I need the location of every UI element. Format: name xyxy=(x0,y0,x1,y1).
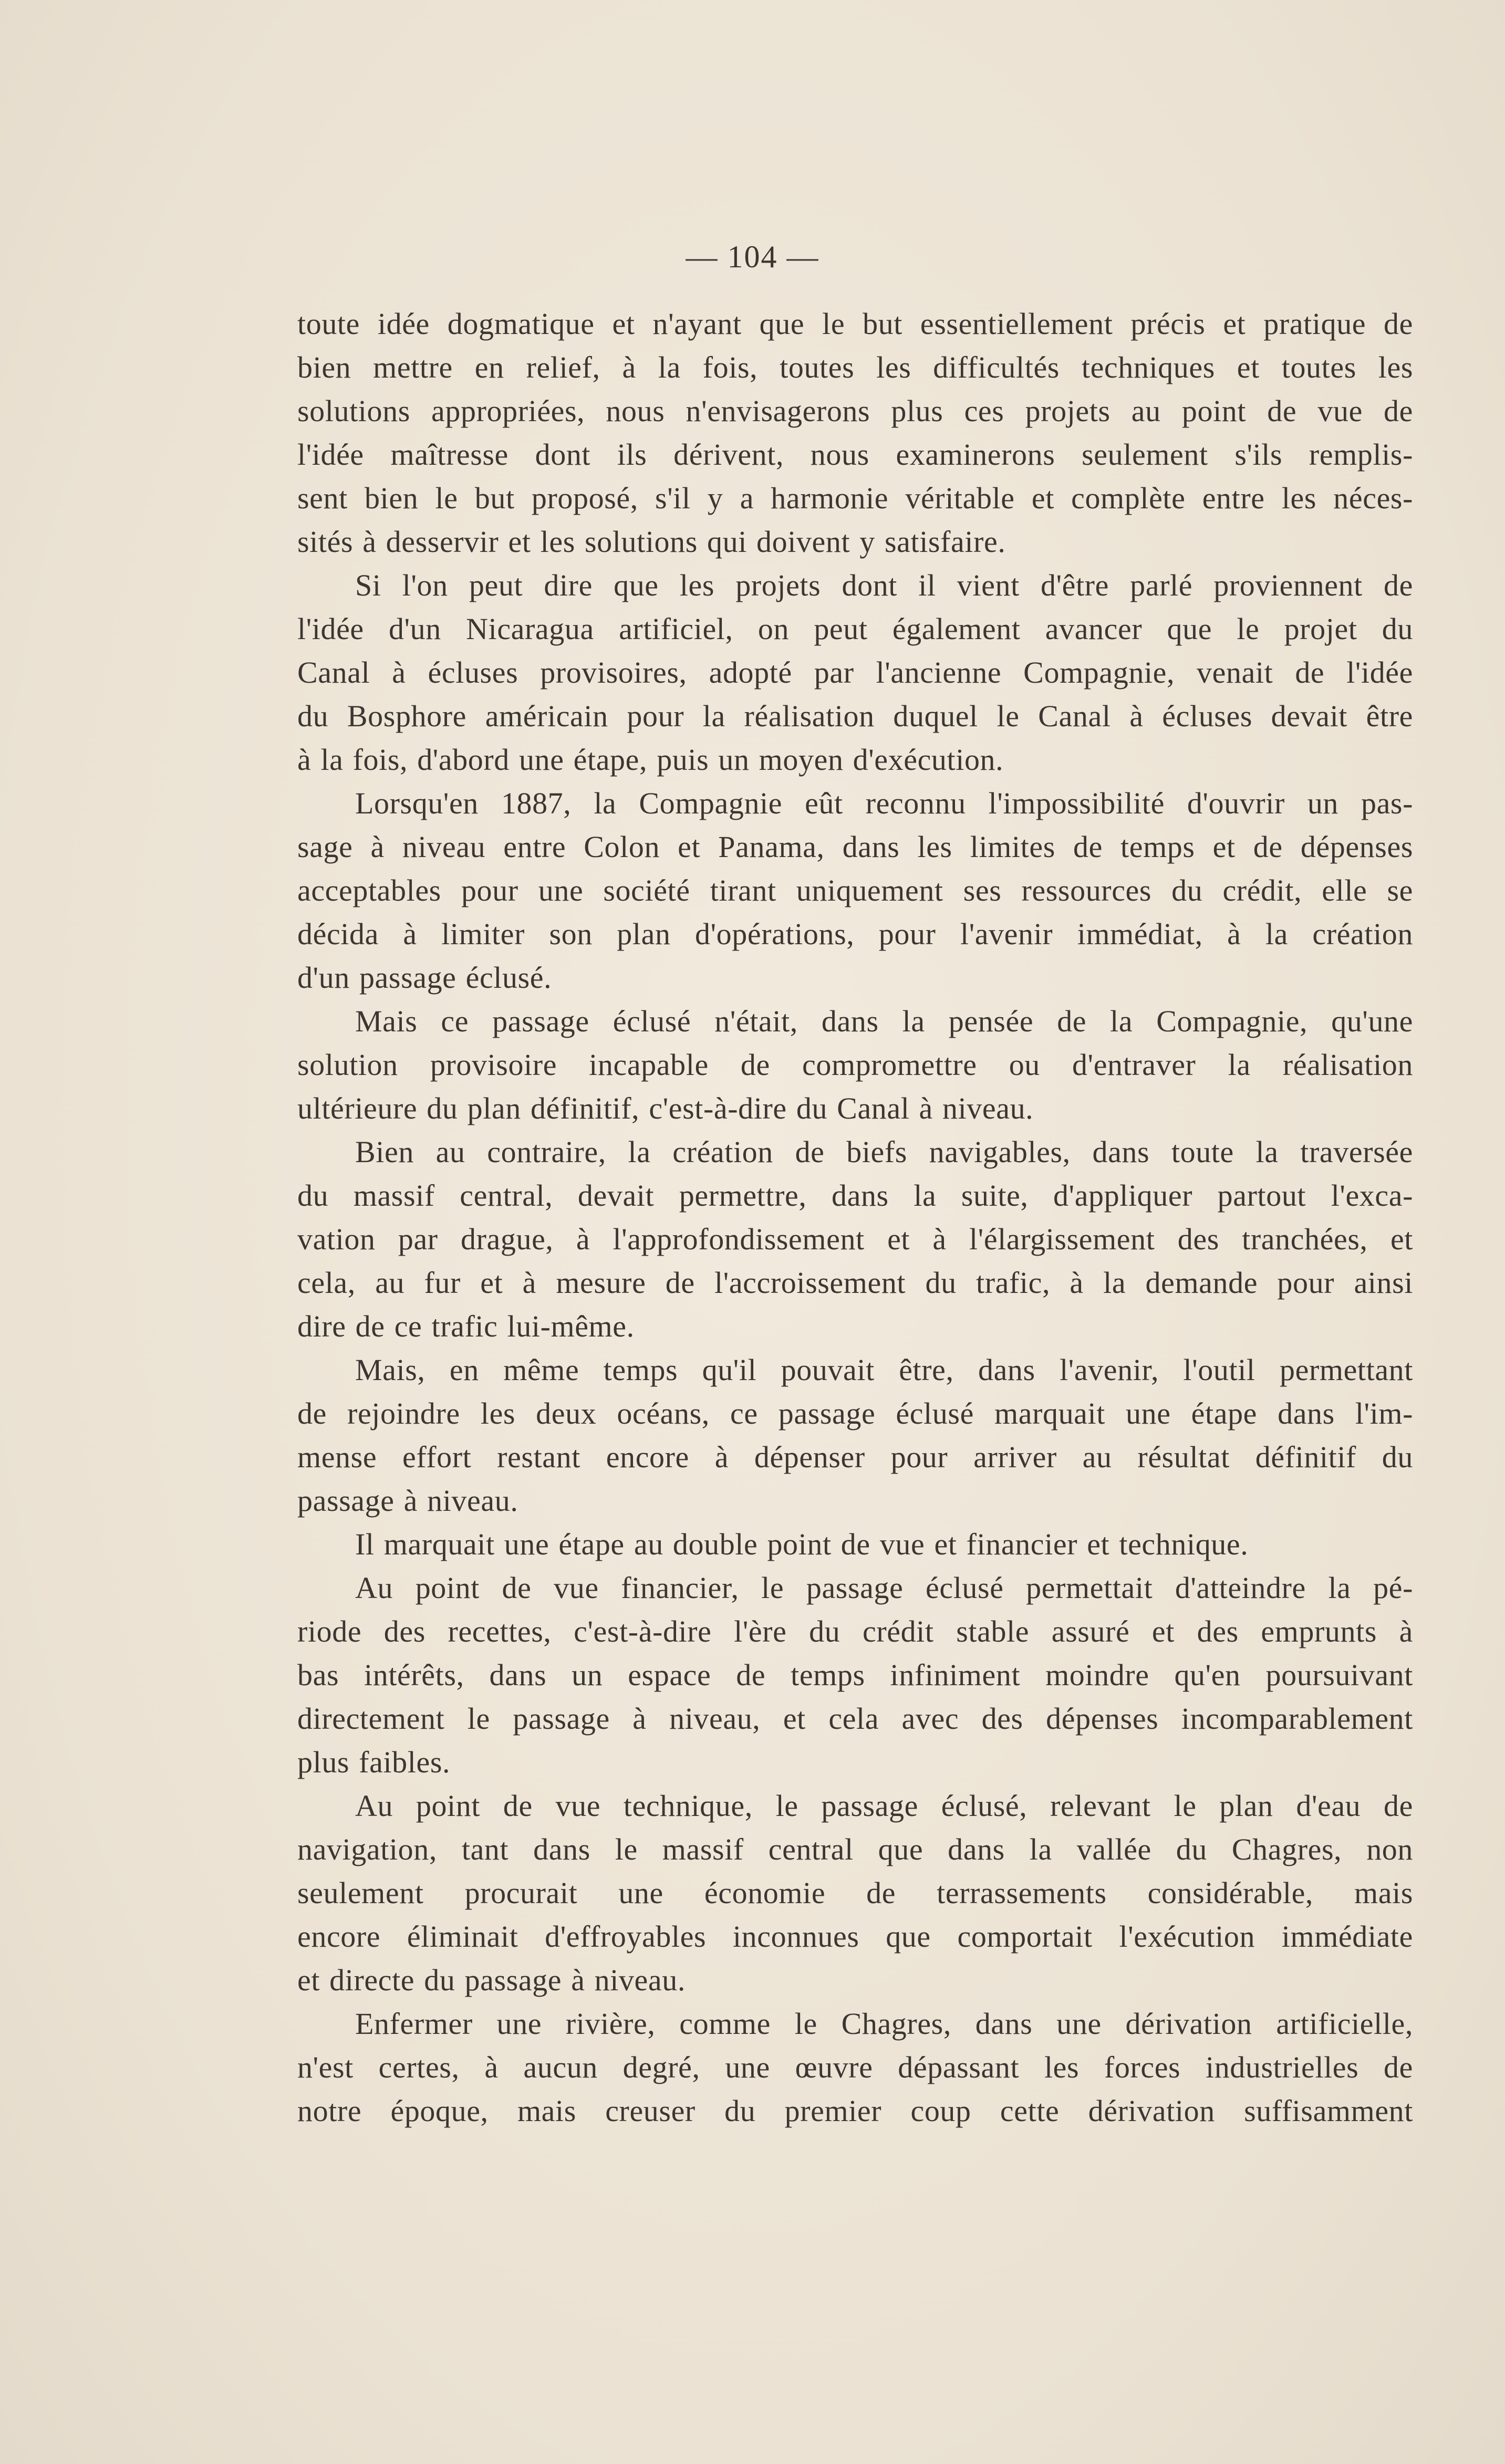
text-line: Au point de vue technique, le passage éclusé, relevant le plan d'eau de xyxy=(355,1789,1413,1823)
text-line: Mais ce passage éclusé n'était, dans la pensée de la Compagnie, qu'une xyxy=(355,1004,1413,1038)
text-line: décida à limiter son plan d'opérations, pour l'avenir immédiat, à la création xyxy=(297,917,1413,951)
text-line: Enfermer une rivière, comme le Chagres, dans une dérivation artificielle, xyxy=(355,2007,1413,2041)
text-line: Il marquait une étape au double point de vue et financier et technique. xyxy=(355,1527,1249,1561)
text-line: Lorsqu'en 1887, la Compagnie eût reconnu l'impossibilité d'ouvrir un pas- xyxy=(355,786,1413,820)
text-line: notre époque, mais creuser du premier coup cette dérivation suffisamment xyxy=(297,2094,1413,2128)
text-line: vation par drague, à l'approfondissement et à l'élargissement des tranchées, et xyxy=(297,1222,1413,1256)
text-line: directement le passage à niveau, et cela avec des dépenses incomparablement xyxy=(297,1701,1413,1736)
text-line: Au point de vue financier, le passage éclusé permettait d'atteindre la pé- xyxy=(355,1571,1413,1605)
text-line: n'est certes, à aucun degré, une œuvre dépassant les forces industrielles de xyxy=(297,2050,1413,2084)
paragraph xyxy=(297,1130,1413,1348)
text-line: bien mettre en relief, à la fois, toutes les difficultés techniques et toutes les xyxy=(297,350,1413,384)
text-line: solution provisoire incapable de compromettre ou d'entraver la réalisation xyxy=(297,1048,1413,1082)
text-line: mense effort restant encore à dépenser pour arriver au résultat définitif du xyxy=(297,1440,1413,1474)
text-line: Bien au contraire, la création de biefs navigables, dans toute la traversée xyxy=(355,1135,1413,1169)
paragraph xyxy=(297,2002,1413,2133)
paragraph xyxy=(297,1566,1413,1784)
page-number: — 104 — xyxy=(686,239,819,274)
text-line: acceptables pour une société tirant uniquement ses ressources du crédit, elle se xyxy=(297,873,1413,907)
text-line: sent bien le but proposé, s'il y a harmonie véritable et complète entre les néces- xyxy=(297,481,1413,515)
text-line: riode des recettes, c'est-à-dire l'ère du crédit stable assuré et des emprunts à xyxy=(297,1614,1413,1648)
paragraph xyxy=(297,563,1413,781)
text-line: du massif central, devait permettre, dans la suite, d'appliquer partout l'exca- xyxy=(297,1178,1413,1213)
text-line: ultérieure du plan définitif, c'est-à-dire du Canal à niveau. xyxy=(297,1091,1034,1125)
text-line: passage à niveau. xyxy=(297,1484,518,1518)
text-line: du Bosphore américain pour la réalisation duquel le Canal à écluses devait être xyxy=(297,699,1413,733)
text-line: à la fois, d'abord une étape, puis un moyen d'exécution. xyxy=(297,743,1004,777)
text-line: sage à niveau entre Colon et Panama, dans les limites de temps et de dépenses xyxy=(297,830,1413,864)
paragraph xyxy=(297,1348,1413,1522)
text-line: et directe du passage à niveau. xyxy=(297,1963,686,1997)
paragraph xyxy=(297,1522,1413,1566)
text-line: encore éliminait d'effroyables inconnues que comportait l'exécution immédiate xyxy=(297,1919,1413,1954)
text-line: de rejoindre les deux océans, ce passage éclusé marquait une étape dans l'im- xyxy=(297,1396,1413,1431)
paragraph xyxy=(297,1784,1413,2002)
text-line: navigation, tant dans le massif central que dans la vallée du Chagres, non xyxy=(297,1832,1413,1866)
text-line: dire de ce trafic lui-même. xyxy=(297,1309,635,1343)
paragraph xyxy=(297,302,1413,563)
text-line: l'idée maîtresse dont ils dérivent, nous examinerons seulement s'ils remplis- xyxy=(297,437,1413,472)
paragraph xyxy=(297,781,1413,999)
text-line: seulement procurait une économie de terrassements considérable, mais xyxy=(297,1876,1413,1910)
text-line: sités à desservir et les solutions qui doivent y satisfaire. xyxy=(297,525,1006,559)
text-line: Canal à écluses provisoires, adopté par l'ancienne Compagnie, venait de l'idée xyxy=(297,655,1413,690)
text-line: Mais, en même temps qu'il pouvait être, dans l'avenir, l'outil permettant xyxy=(355,1353,1413,1387)
text-line: cela, au fur et à mesure de l'accroissement du trafic, à la demande pour ainsi xyxy=(297,1266,1413,1300)
text-line: plus faibles. xyxy=(297,1745,451,1779)
text-line: solutions appropriées, nous n'envisagerons plus ces projets au point de vue de xyxy=(297,394,1413,428)
text-line: l'idée d'un Nicaragua artificiel, on peut également avancer que le projet du xyxy=(297,612,1413,646)
paragraph xyxy=(297,999,1413,1130)
text-line: toute idée dogmatique et n'ayant que le but essentiellement précis et pratique de xyxy=(297,307,1413,341)
text-line: Si l'on peut dire que les projets dont il vient d'être parlé proviennent de xyxy=(355,568,1413,602)
text-line: d'un passage éclusé. xyxy=(297,960,552,995)
text-line: bas intérêts, dans un espace de temps infiniment moindre qu'en poursuivant xyxy=(297,1658,1413,1692)
body-text xyxy=(297,302,1413,2133)
